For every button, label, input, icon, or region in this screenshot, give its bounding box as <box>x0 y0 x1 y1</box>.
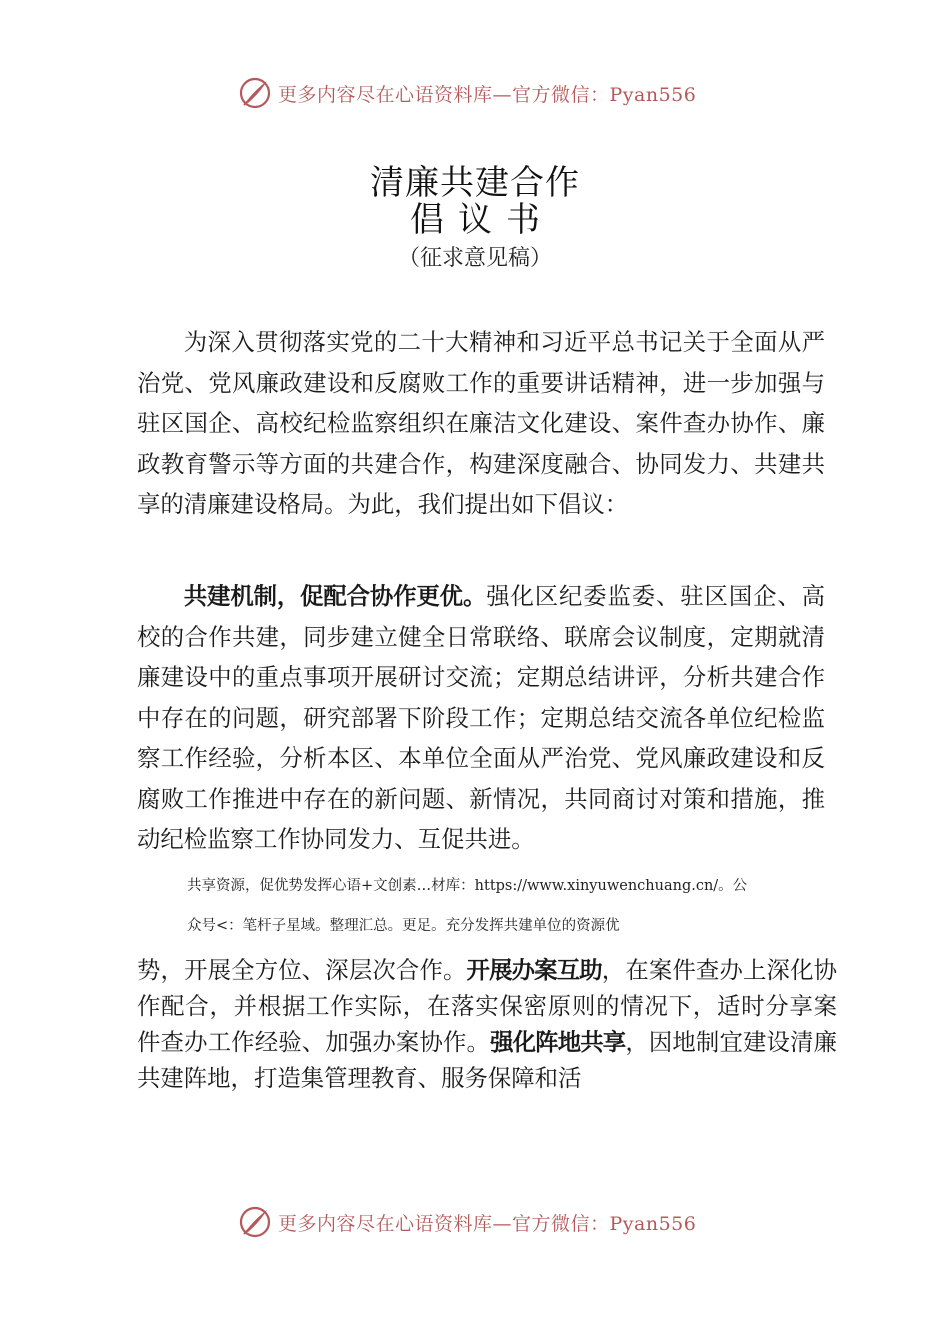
watermark-banner-bottom <box>238 1205 738 1239</box>
quill-logo-icon <box>238 76 272 110</box>
paragraph-resources <box>137 952 837 1096</box>
paragraph-resources-text-3: ，因地制宜建设清廉共建阵地，打造集管理教育、服务保障和活 <box>137 1028 838 1092</box>
quill-logo-icon <box>238 1205 272 1239</box>
heading-mechanism: 共建机制，促配合协作更优。 <box>183 582 487 610</box>
watermark-text: 更多内容尽在心语资料库—官方微信：Pyan556 <box>278 1212 697 1235</box>
paragraph-mechanism-text: 强化区纪委监委、驻区国企、高校的合作共建，同步建立健全日常联络、联席会议制度，定期就清廉建设中的重点事项开展研讨交流；定期总结讲评，分析共建合作中存在的问题，研究部署下阶段工作；定期总结交流各单位纪检监察工作经验，分析本区、本单位全面从严治党、党风廉政建设和反腐败工作推进中存在的新问题、新情况，共同商讨对策和措施，推动纪检监察工作协同发力、互促共进。 <box>137 582 825 853</box>
paragraph-resources-text-1: 势，开展全方位、深层次合作。 <box>137 956 467 984</box>
note-line-2: 众号<：笔杆子星域。整理汇总。更足。充分发挥共建单位的资源优 <box>187 918 620 934</box>
paragraph-mechanism <box>137 576 825 860</box>
document-title-line2: 倡议书 <box>410 200 554 240</box>
heading-case-assist: 开展办案互助 <box>466 956 602 984</box>
heading-position-share: 强化阵地共享 <box>490 1028 626 1056</box>
watermark-text: 更多内容尽在心语资料库—官方微信：Pyan556 <box>278 83 697 106</box>
watermark-banner-top <box>238 76 738 110</box>
paragraph-resources-text-2: ，在案件查办上深化协作配合，并根据工作实际，在落实保密原则的情况下，适时分享案件查办工作经验、加强办案协作。 <box>137 956 838 1056</box>
note-line-1: 共享资源，促优势发挥心语+文创素…材库：https://www.xinyuwenchuang.cn/。公 <box>187 878 748 894</box>
paragraph-intro: 为深入贯彻落实党的二十大精神和习近平总书记关于全面从严治党、党风廉政建设和反腐败工作的重要讲话精神，进一步加强与驻区国企、高校纪检监察组织在廉洁文化建设、案件查办协作、廉政教育警示等方面的共建合作，构建深度融合、协同发力、共建共享的清廉建设格局。为此，我们提出如下倡议： <box>137 328 825 518</box>
document-subtitle: （征求意见稿） <box>397 246 552 271</box>
document-title: 清廉共建合作 <box>370 163 580 203</box>
